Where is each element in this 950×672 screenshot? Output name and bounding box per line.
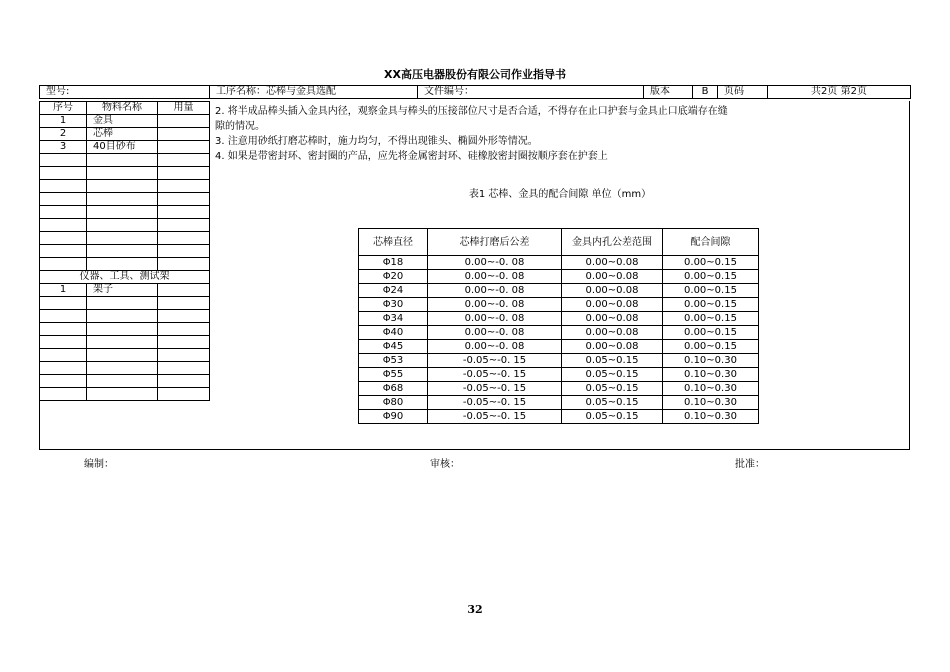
table-row [40,193,210,206]
instruction-text [215,104,905,164]
table-row [40,362,210,375]
table-row: Φ80 -0.05~-0. 15 0.05~0.15 0.10~0.30 [359,396,759,410]
table-row [40,232,210,245]
table-row: Φ90 -0.05~-0. 15 0.05~0.15 0.10~0.30 [359,410,759,424]
table-row [40,219,210,232]
table-row: Φ55 -0.05~-0. 15 0.05~0.15 0.10~0.30 [359,368,759,382]
table-row [40,258,210,271]
table-row: 1 金具 [40,115,210,128]
table-row: 2 芯棒 [40,128,210,141]
table-row [40,167,210,180]
page-value: 共2页 第2页 [768,86,911,99]
table-row [40,297,210,310]
table-row: Φ45 0.00~-0. 08 0.00~0.08 0.00~0.15 [359,340,759,354]
model-label: 型号: [40,86,210,99]
approved-by-label: 批准： [735,459,765,470]
table-row [40,245,210,258]
instruction-line: 隙的情况。 [215,121,265,132]
table-row: Φ34 0.00~-0. 08 0.00~0.08 0.00~0.15 [359,312,759,326]
table-row [40,310,210,323]
prepared-by-label: 编制： [84,459,114,470]
table-row: Φ40 0.00~-0. 08 0.00~0.08 0.00~0.15 [359,326,759,340]
table-row [40,336,210,349]
table-caption: 表1 芯棒、金具的配合间隙 单位（mm） [468,189,652,200]
table-row [40,375,210,388]
table-row: Φ18 0.00~-0. 08 0.00~0.08 0.00~0.15 [359,256,759,270]
version-label: 版本 [644,86,693,99]
reviewed-by-label: 审核： [430,459,460,470]
document-title: XX高压电器股份有限公司作业指导书 [384,68,566,81]
version-value: B [693,86,718,99]
table-row [40,180,210,193]
table-row: Φ30 0.00~-0. 08 0.00~0.08 0.00~0.15 [359,298,759,312]
instruction-line: 4. 如果是带密封环、密封圈的产品，应先将金属密封环、硅橡胶密封圈按顺序套在护套上 [215,151,608,162]
tools-section-title: 仪器、工具、测试架 [40,271,210,284]
col-header: 芯棒打磨后公差 [428,229,562,256]
table-row [40,388,210,401]
col-header: 金具内孔公差范围 [562,229,663,256]
page-number: 32 [467,603,483,616]
table-row [40,323,210,336]
header-row [39,85,911,99]
instruction-line: 2. 将半成品棒头插入金具内径，观察金具与棒头的压接部位尺寸是否合适，不得存在止口护套与金具止口底端存在缝 [215,106,728,117]
table-row [40,349,210,362]
instruction-line: 3. 注意用砂纸打磨芯棒时，施力均匀，不得出现锥头、椭圆外形等情况。 [215,136,538,147]
col-name-header: 物料名称 [87,102,158,115]
col-header: 芯棒直径 [359,229,428,256]
table-row [40,206,210,219]
table-row: 1 架子 [40,284,210,297]
table-row: Φ68 -0.05~-0. 15 0.05~0.15 0.10~0.30 [359,382,759,396]
materials-table [39,101,210,401]
col-header: 配合间隙 [663,229,759,256]
page-label: 页码 [718,86,768,99]
col-qty-header: 用量 [158,102,210,115]
table-row: Φ24 0.00~-0. 08 0.00~0.08 0.00~0.15 [359,284,759,298]
process-name: 工序名称：芯棒与金具选配 [210,86,418,99]
table-row: Φ20 0.00~-0. 08 0.00~0.08 0.00~0.15 [359,270,759,284]
fit-clearance-table [358,228,759,424]
col-no-header: 序号 [40,102,87,115]
table-row [40,154,210,167]
table-row: 3 40目砂布 [40,141,210,154]
file-number-label: 文件编号： [418,86,644,99]
table-row: Φ53 -0.05~-0. 15 0.05~0.15 0.10~0.30 [359,354,759,368]
